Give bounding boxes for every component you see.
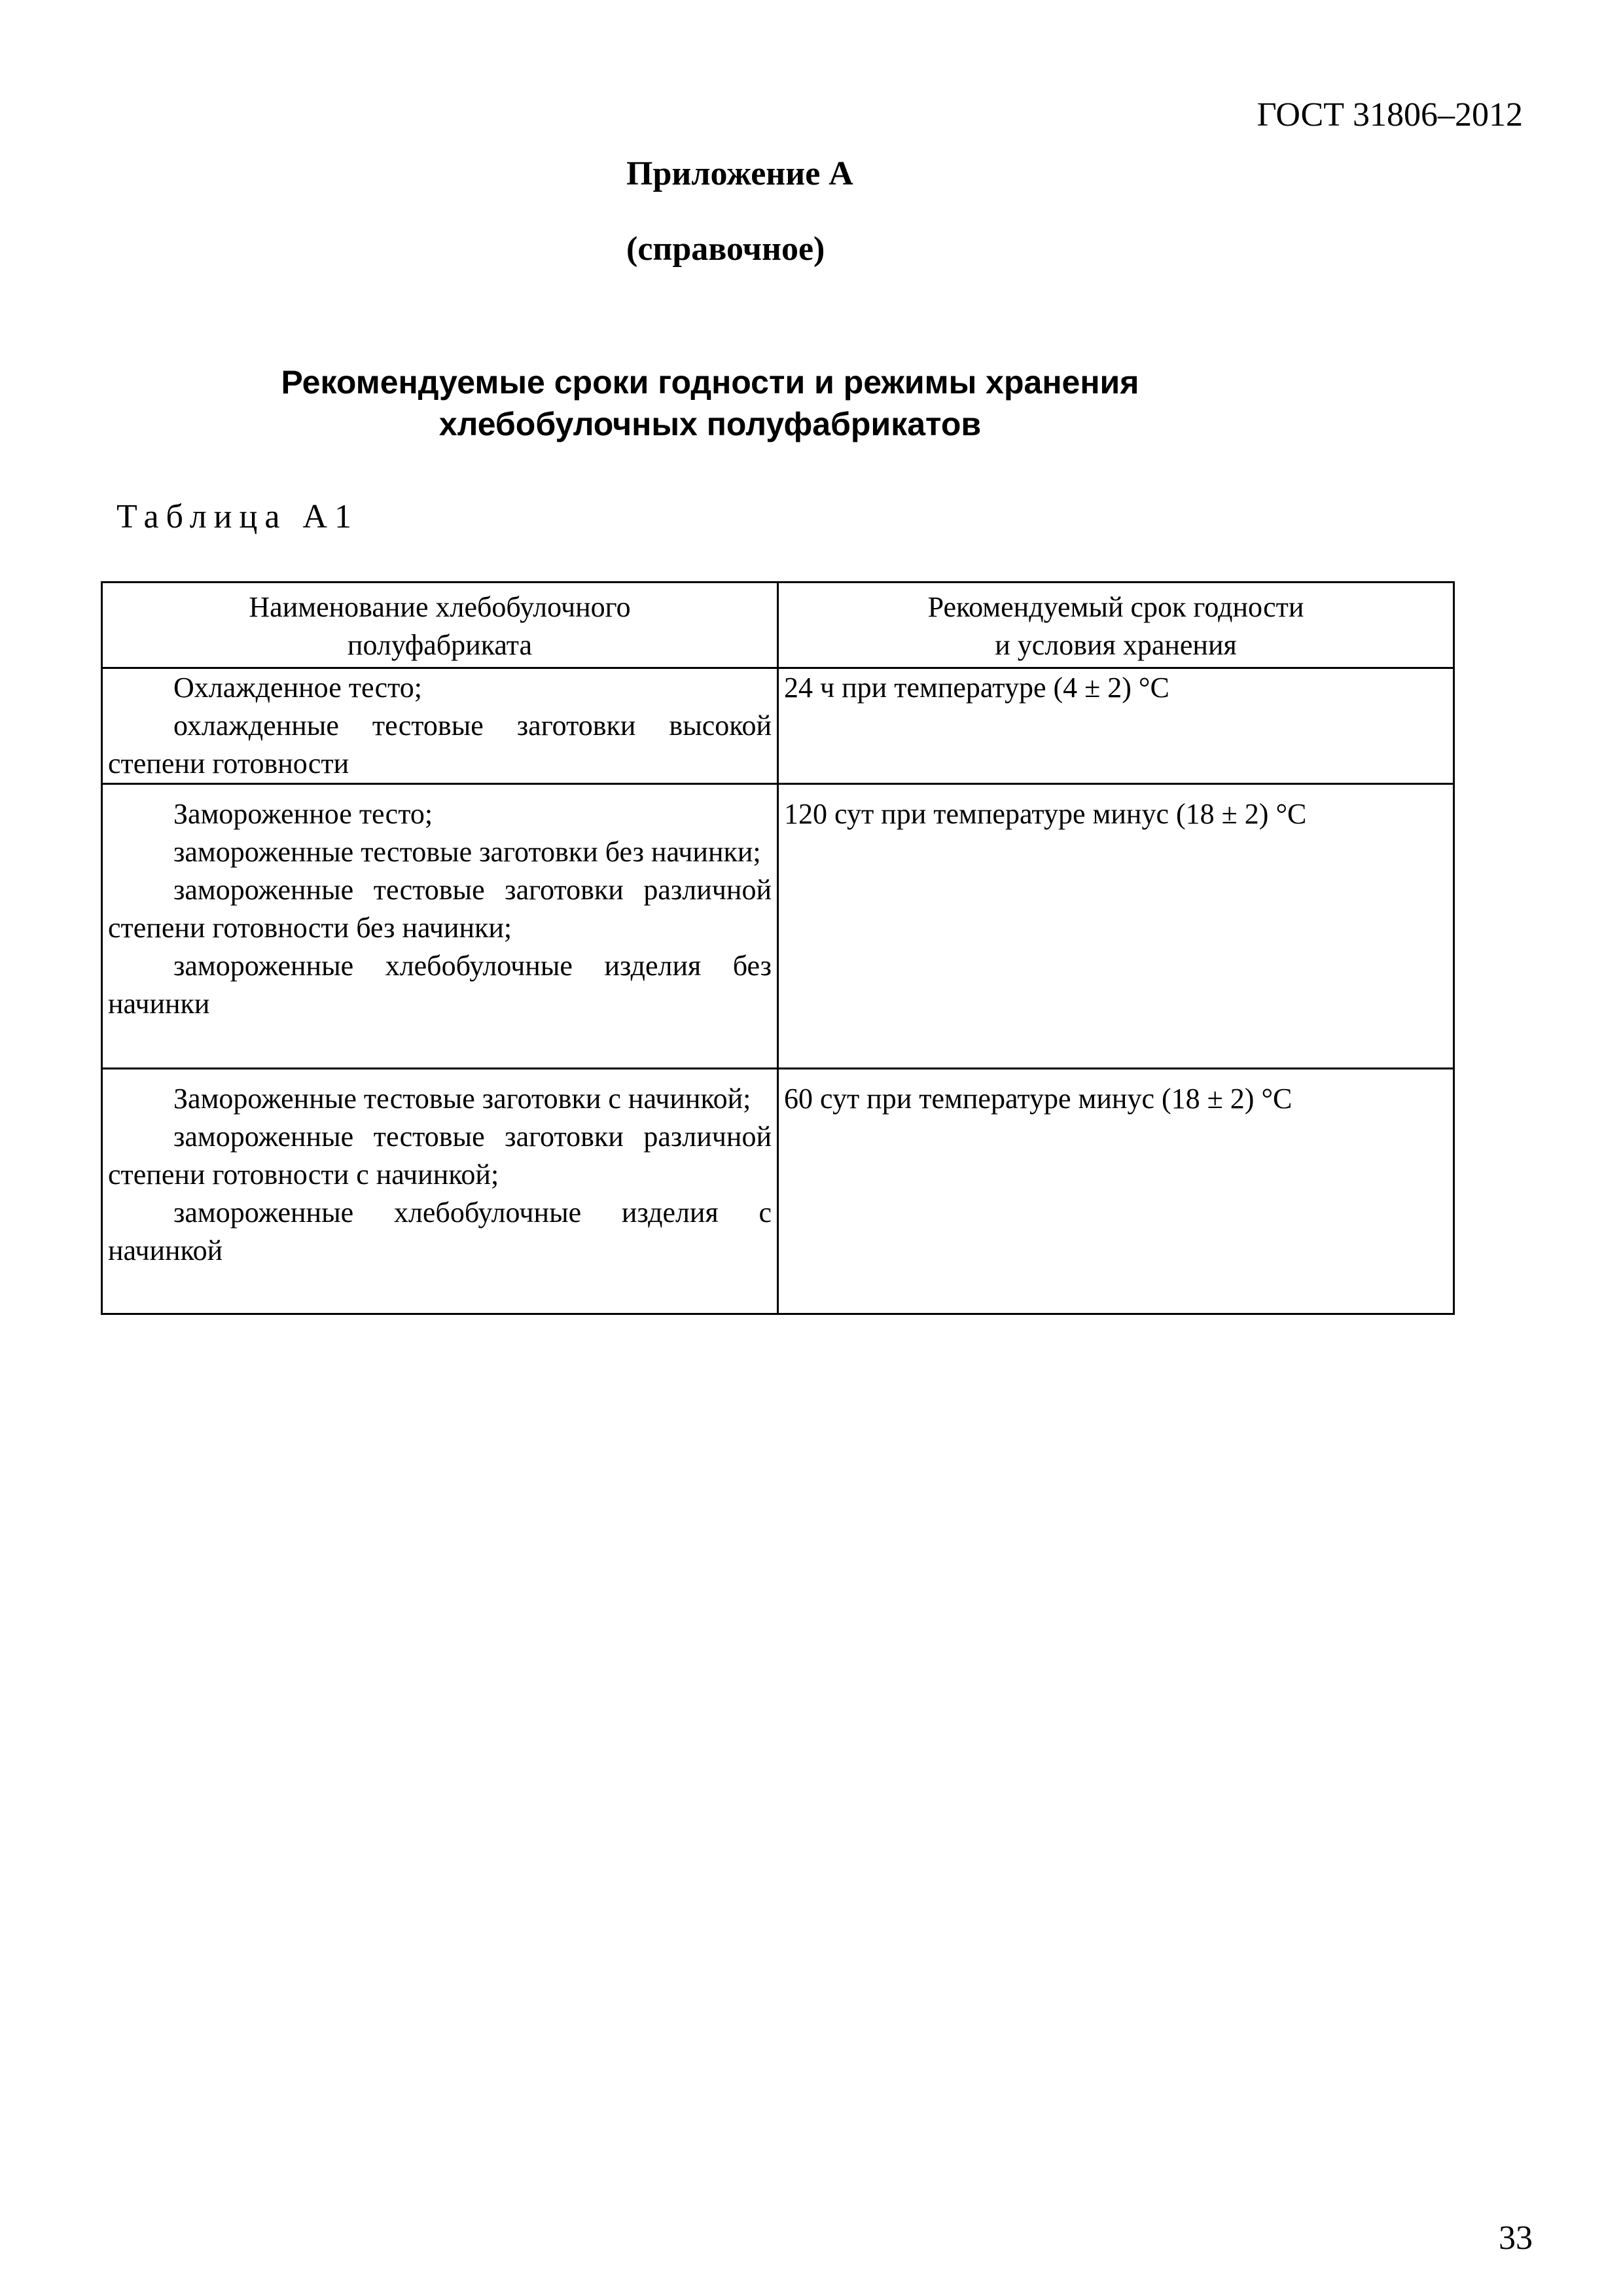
- product-item: Охлажденное тесто;: [173, 672, 422, 704]
- product-item: замороженные хлебобулочные изделия без начинки: [108, 950, 772, 1020]
- header-line: Наименование хлебобулочного: [249, 591, 631, 623]
- product-item: замороженные тестовые заготовки различной степени готовности с начинкой;: [108, 1121, 772, 1191]
- product-item: замороженные хлебобулочные изделия с начинкой: [108, 1196, 772, 1266]
- product-item: замороженные тестовые заготовки без начинки;: [173, 836, 761, 868]
- appendix-title: Приложение А: [626, 155, 853, 192]
- product-cell: [102, 784, 778, 1069]
- header-product-name: [102, 583, 778, 668]
- table-row: [102, 1069, 1454, 1314]
- storage-table: [101, 581, 1455, 1315]
- header-line: Рекомендуемый срок годности: [927, 591, 1304, 623]
- product-cell: [102, 668, 778, 784]
- product-item: Замороженные тестовые заготовки с начинкой;: [173, 1083, 751, 1115]
- header-shelf-life: [778, 583, 1454, 668]
- condition-cell: 120 сут при температуре минус (18 ± 2) °С: [778, 784, 1454, 1069]
- section-title-line-1: Рекомендуемые сроки годности и режимы хранения: [281, 364, 1139, 401]
- table-row: [102, 668, 1454, 784]
- section-title-line-2: хлебобулочных полуфабрикатов: [438, 406, 982, 442]
- condition-cell: 60 сут при температуре минус (18 ± 2) °С: [778, 1069, 1454, 1314]
- table-caption: Таблица А1: [116, 498, 359, 535]
- table-header-row: [102, 583, 1454, 668]
- table-row: [102, 784, 1454, 1069]
- section-title: [98, 361, 1322, 445]
- header-line: полуфабриката: [347, 629, 533, 661]
- product-item: замороженные тестовые заготовки различной степени готовности без начинки;: [108, 874, 772, 944]
- header-line: и условия хранения: [995, 629, 1237, 661]
- page-number: 33: [1499, 2219, 1533, 2257]
- condition-cell: 24 ч при температуре (4 ± 2) °С: [778, 668, 1454, 784]
- product-item: Замороженное тесто;: [173, 798, 433, 830]
- standard-number: ГОСТ 31806–2012: [1257, 96, 1523, 134]
- product-cell: [102, 1069, 778, 1314]
- product-item: охлажденные тестовые заготовки высокой степени готовности: [108, 709, 772, 780]
- appendix-kind: (справочное): [626, 230, 825, 268]
